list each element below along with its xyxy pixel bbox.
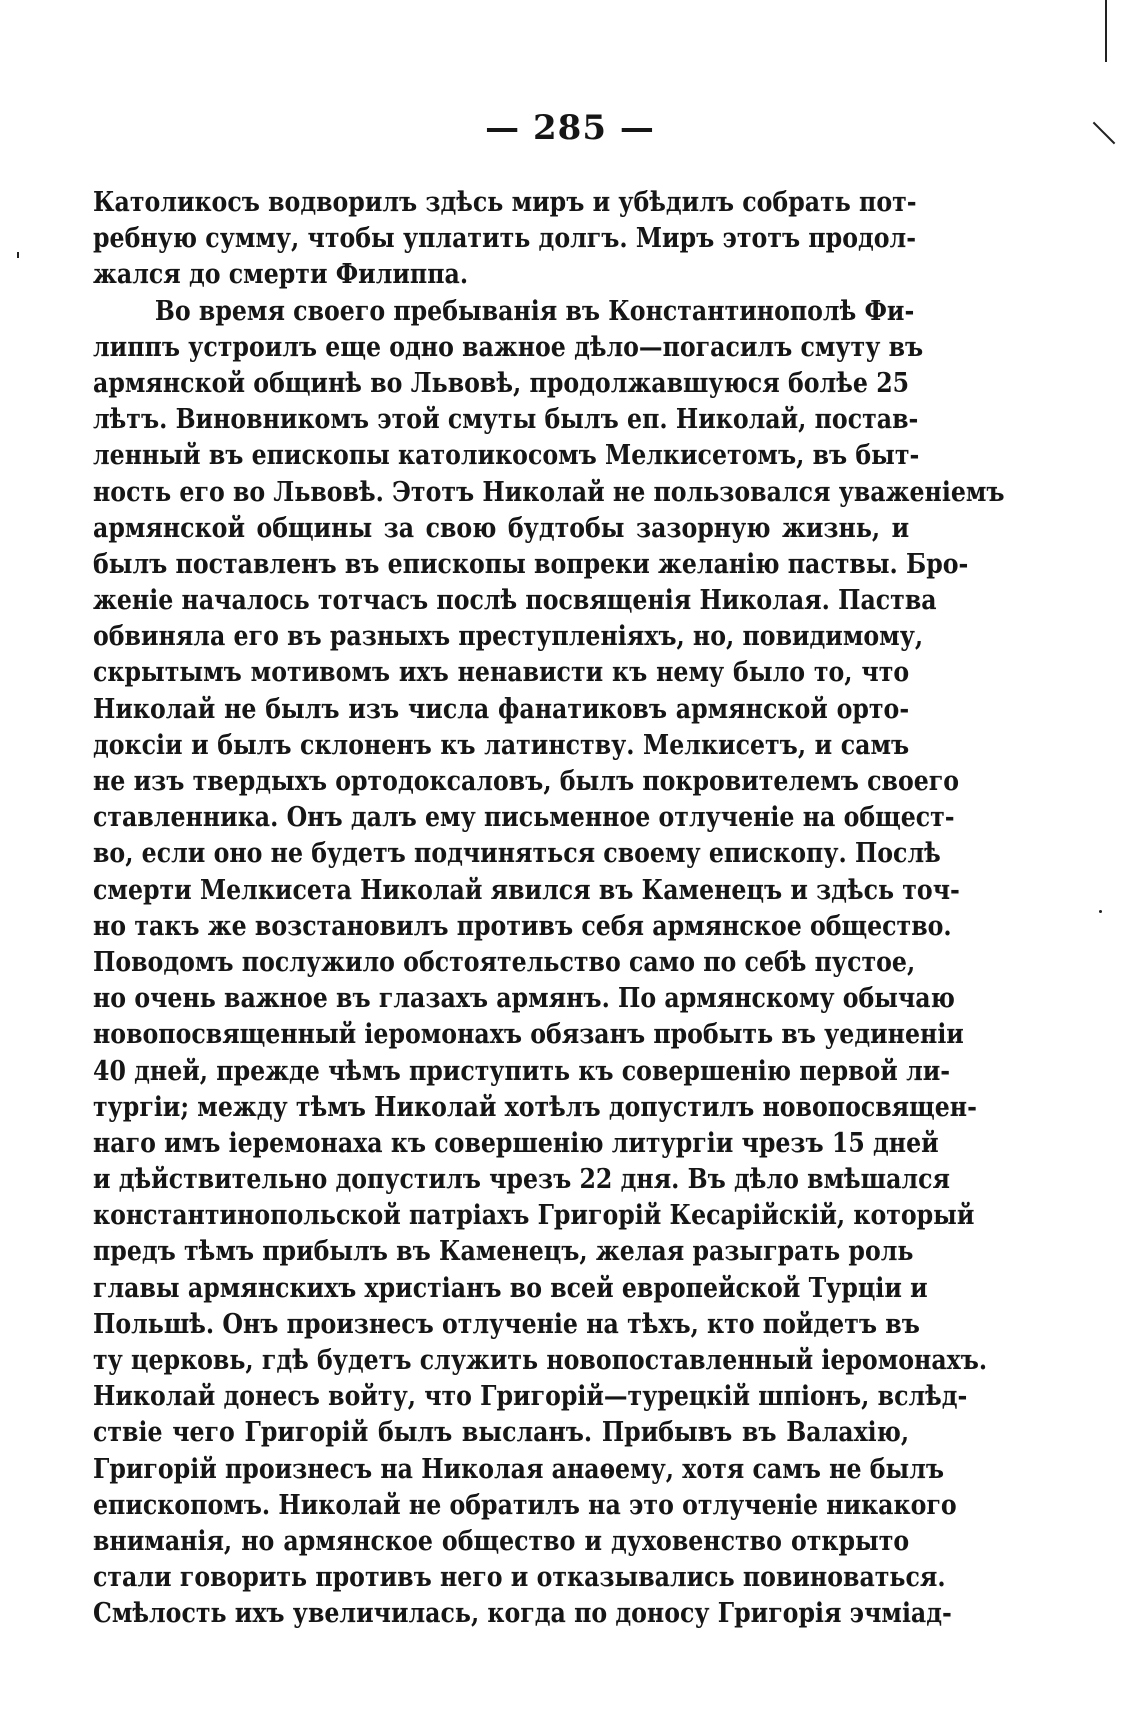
text-line: армянской общины за свою будтобы зазорную жизнь, и	[93, 511, 910, 544]
page-number: — 285 —	[485, 108, 655, 148]
text-line: Николай донесъ войту, что Григорій—турецкій шпіонъ, вслѣд-	[93, 1380, 968, 1413]
text-line: Польшѣ. Онъ произнесъ отлученіе на тѣхъ, кто пойдетъ въ	[93, 1307, 920, 1340]
text-line: скрытымъ мотивомъ ихъ ненависти къ нему было то, что	[93, 656, 910, 689]
scan-mark	[1099, 910, 1102, 913]
text-line: во, если оно не будетъ подчиняться своему епископу. Послѣ	[93, 837, 941, 870]
text-line: Католикосъ водворилъ здѣсь миръ и убѣдилъ собрать пот-	[93, 186, 917, 218]
text-line: и дѣйствительно допустилъ чрезъ 22 дня. Въ дѣло вмѣшался	[93, 1163, 950, 1196]
text-line: смерти Мелкисета Николай явился въ Каменецъ и здѣсь точ-	[93, 873, 960, 906]
text-line: Николай не былъ изъ числа фанатиковъ армянской орто-	[93, 692, 910, 725]
text-line: ту церковь, гдѣ будетъ служить новопоставленный іеромонахъ.	[93, 1344, 988, 1376]
text-line: ность его во Львовѣ. Этотъ Николай не пользовался уваженіемъ	[93, 475, 1005, 508]
text-line: лѣтъ. Виновникомъ этой смуты былъ еп. Николай, постав-	[93, 403, 919, 436]
text-line: не изъ твердыхъ ортодоксаловъ, былъ покровителемъ своего	[93, 765, 960, 797]
text-line: стали говорить противъ него и отказывались повиноваться.	[93, 1561, 946, 1594]
text-line: обвиняла его въ разныхъ преступленіяхъ, но, повидимому,	[93, 620, 924, 653]
text-line: липпъ устроилъ еще одно важное дѣло—погасилъ смуту въ	[93, 330, 924, 363]
text-line: доксіи и былъ склоненъ къ латинству. Мелкисетъ, и самъ	[93, 728, 910, 761]
text-line: наго имъ іеремонаха къ совершенію литургіи чрезъ 15 дней	[93, 1126, 939, 1159]
text-line: Григорій произнесъ на Николая анаѳему, хотя самъ не былъ	[93, 1452, 945, 1485]
text-line: Смѣлость ихъ увеличилась, когда по доносу Григорія эчміад-	[93, 1597, 952, 1630]
text-line: новопосвященный іеромонахъ обязанъ пробыть въ уединеніи	[93, 1018, 964, 1051]
text-line: Во время своего пребыванія въ Константинополѣ Фи-	[154, 294, 915, 327]
text-line: женіе началось тотчасъ послѣ посвященія Николая. Паства	[93, 584, 937, 617]
text-line: жался до смерти Филиппа.	[93, 258, 469, 291]
text-line: армянской общинѣ во Львовѣ, продолжавшуюся болѣе 25	[93, 366, 910, 399]
scan-mark	[1105, 0, 1107, 62]
text-line: предъ тѣмъ прибылъ въ Каменецъ, желая разыграть роль	[93, 1235, 914, 1268]
text-line: ствіе чего Григорій былъ высланъ. Прибывъ въ Валахію,	[93, 1416, 910, 1449]
text-line: 40 дней, прежде чѣмъ приступить къ совершенію первой ли-	[93, 1054, 951, 1087]
text-line: но такъ же возстановилъ противъ себя армянское общество.	[93, 909, 952, 942]
text-line: главы армянскихъ христіанъ во всей европейской Турціи и	[93, 1271, 928, 1304]
text-line: константинопольской патріахъ Григорій Кесарійскій, который	[93, 1199, 975, 1232]
text-line: вниманія, но армянское общество и духовенство открыто	[93, 1524, 910, 1557]
text-line: епископомъ. Николай не обратилъ на это отлученіе никакого	[93, 1488, 957, 1521]
body-text	[93, 184, 1005, 1632]
scan-mark	[17, 252, 19, 258]
text-line: ребную сумму, чтобы уплатить долгъ. Миръ этотъ продол-	[93, 222, 917, 255]
text-line: ленный въ епископы католикосомъ Мелкисетомъ, въ быт-	[93, 439, 920, 472]
text-line: ставленника. Онъ далъ ему письменное отлученіе на общест-	[93, 801, 955, 834]
text-line: но очень важное въ глазахъ армянъ. По армянскому обычаю	[93, 982, 955, 1015]
text-line: Поводомъ послужило обстоятельство само по себѣ пустое,	[93, 945, 916, 978]
text-line: тургіи; между тѣмъ Николай хотѣлъ допустилъ новопосвящен-	[93, 1090, 977, 1123]
text-line: былъ поставленъ въ епископы вопреки желанію паствы. Бро-	[93, 547, 969, 580]
